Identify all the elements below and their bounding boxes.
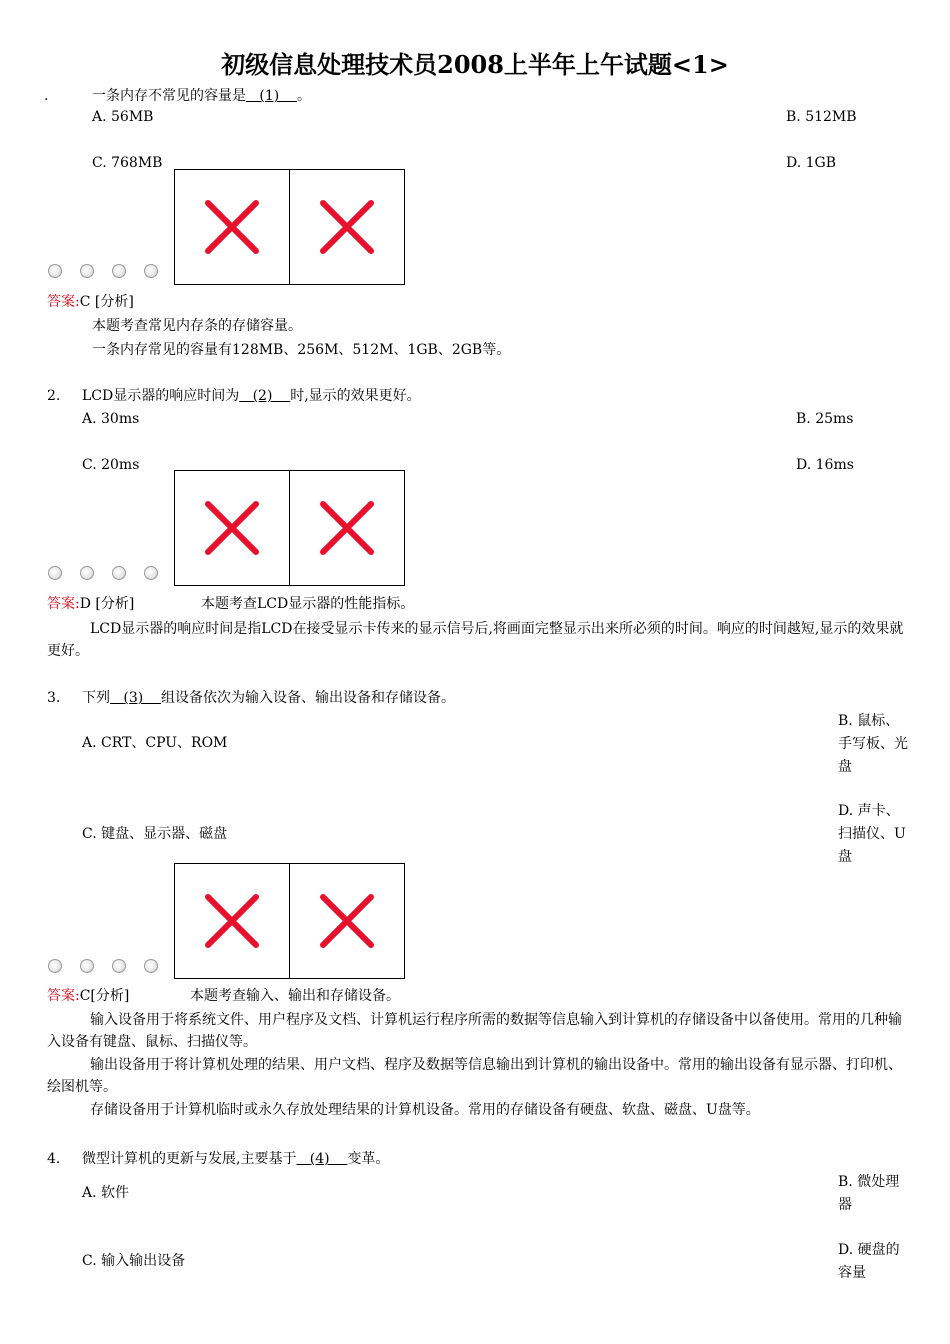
- analysis-inline: 本题考查输入、输出和存储设备。: [190, 988, 400, 1004]
- answer-text: C [分析]: [79, 294, 134, 310]
- radio-option-c[interactable]: [112, 959, 126, 973]
- radio-option-b[interactable]: [80, 264, 94, 278]
- answer-label: 答案:: [47, 596, 80, 612]
- option-a: A. 56MB: [92, 109, 154, 125]
- answer-line: [47, 292, 134, 312]
- broken-image-icon: [289, 170, 404, 284]
- page-title: 初级信息处理技术员2008上半年上午试题<1>: [221, 50, 729, 79]
- radio-option-a[interactable]: [48, 264, 62, 278]
- option-b: B. 512MB: [786, 109, 857, 125]
- question-1-number: .: [44, 88, 49, 104]
- broken-image-icon: [175, 170, 289, 284]
- option-b: B. 鼠标、手写板、光盘: [838, 713, 908, 775]
- broken-image-icon: [289, 471, 404, 585]
- broken-image-icon: [175, 864, 289, 978]
- option-a: A. 软件: [82, 1185, 130, 1201]
- radio-option-a[interactable]: [48, 566, 62, 580]
- answer-blank: (1): [246, 88, 297, 104]
- radio-option-d[interactable]: [144, 264, 158, 278]
- broken-image-placeholder: [174, 863, 405, 979]
- option-c: C. 输入输出设备: [82, 1253, 186, 1269]
- broken-image-placeholder: [174, 470, 405, 586]
- answer-label: 答案:: [47, 988, 80, 1004]
- answer-text: D [分析]: [79, 596, 135, 612]
- answer-blank: (2): [239, 388, 291, 404]
- broken-image-placeholder: [174, 169, 405, 285]
- question-2-stem: LCD显示器的响应时间为 (2) 时,显示的效果更好。: [82, 388, 421, 404]
- option-d: D. 1GB: [786, 155, 837, 171]
- analysis-paragraph: 输出设备用于将计算机处理的结果、用户文档、程序及数据等信息输出到计算机的输出设备中。常用的输出设备有显示器、打印机、绘图机等。: [47, 1057, 902, 1095]
- option-b: B. 微处理器: [838, 1174, 900, 1213]
- broken-image-icon: [175, 471, 289, 585]
- analysis-line: 一条内存常见的容量有128MB、256M、512M、1GB、2GB等。: [92, 342, 511, 358]
- option-b: B. 25ms: [796, 411, 854, 427]
- question-3-stem: 下列 (3) 组设备依次为输入设备、输出设备和存储设备。: [82, 690, 455, 706]
- option-d: D. 硬盘的容量: [838, 1242, 900, 1281]
- question-1-stem: 一条内存不常见的容量是 (1) 。: [92, 88, 311, 104]
- radio-option-b[interactable]: [80, 959, 94, 973]
- radio-option-d[interactable]: [144, 959, 158, 973]
- answer-label: 答案:: [47, 294, 80, 310]
- option-a: A. CRT、CPU、ROM: [82, 735, 228, 751]
- answer-line: [47, 986, 129, 1006]
- question-3-number: 3.: [47, 690, 61, 706]
- answer-blank: (4): [296, 1151, 348, 1167]
- answer-radio-group: [48, 264, 158, 278]
- question-4-stem: 微型计算机的更新与发展,主要基于 (4) 变革。: [82, 1151, 390, 1167]
- radio-option-b[interactable]: [80, 566, 94, 580]
- broken-image-icon: [289, 864, 404, 978]
- radio-option-d[interactable]: [144, 566, 158, 580]
- analysis-paragraph: 存储设备用于计算机临时或永久存放处理结果的计算机设备。常用的存储设备有硬盘、软盘、磁盘、U盘等。: [90, 1102, 760, 1118]
- answer-radio-group: [48, 959, 158, 973]
- option-d: D. 声卡、扫描仪、U盘: [838, 803, 906, 865]
- option-d: D. 16ms: [796, 457, 854, 473]
- radio-option-c[interactable]: [112, 264, 126, 278]
- answer-text: C[分析]: [79, 988, 130, 1004]
- question-2-number: 2.: [47, 388, 61, 404]
- radio-option-c[interactable]: [112, 566, 126, 580]
- answer-line: [47, 594, 134, 614]
- option-c: C. 20ms: [82, 457, 140, 473]
- option-c: C. 768MB: [92, 155, 163, 171]
- radio-option-a[interactable]: [48, 959, 62, 973]
- analysis-paragraph: LCD显示器的响应时间是指LCD在接受显示卡传来的显示信号后,将画面完整显示出来所必须的时间。响应的时间越短,显示的效果就更好。: [47, 621, 904, 659]
- analysis-paragraph: 输入设备用于将系统文件、用户程序及文档、计算机运行程序所需的数据等信息输入到计算机的存储设备中以备使用。常用的几种输入设备有键盘、鼠标、扫描仪等。: [47, 1012, 902, 1050]
- analysis-inline: 本题考查LCD显示器的性能指标。: [201, 596, 415, 612]
- analysis-line: 本题考查常见内存条的存储容量。: [92, 318, 302, 334]
- option-c: C. 键盘、显示器、磁盘: [82, 826, 228, 842]
- answer-radio-group: [48, 566, 158, 580]
- question-4-number: 4.: [47, 1151, 61, 1167]
- answer-blank: (3): [110, 690, 161, 706]
- option-a: A. 30ms: [82, 411, 140, 427]
